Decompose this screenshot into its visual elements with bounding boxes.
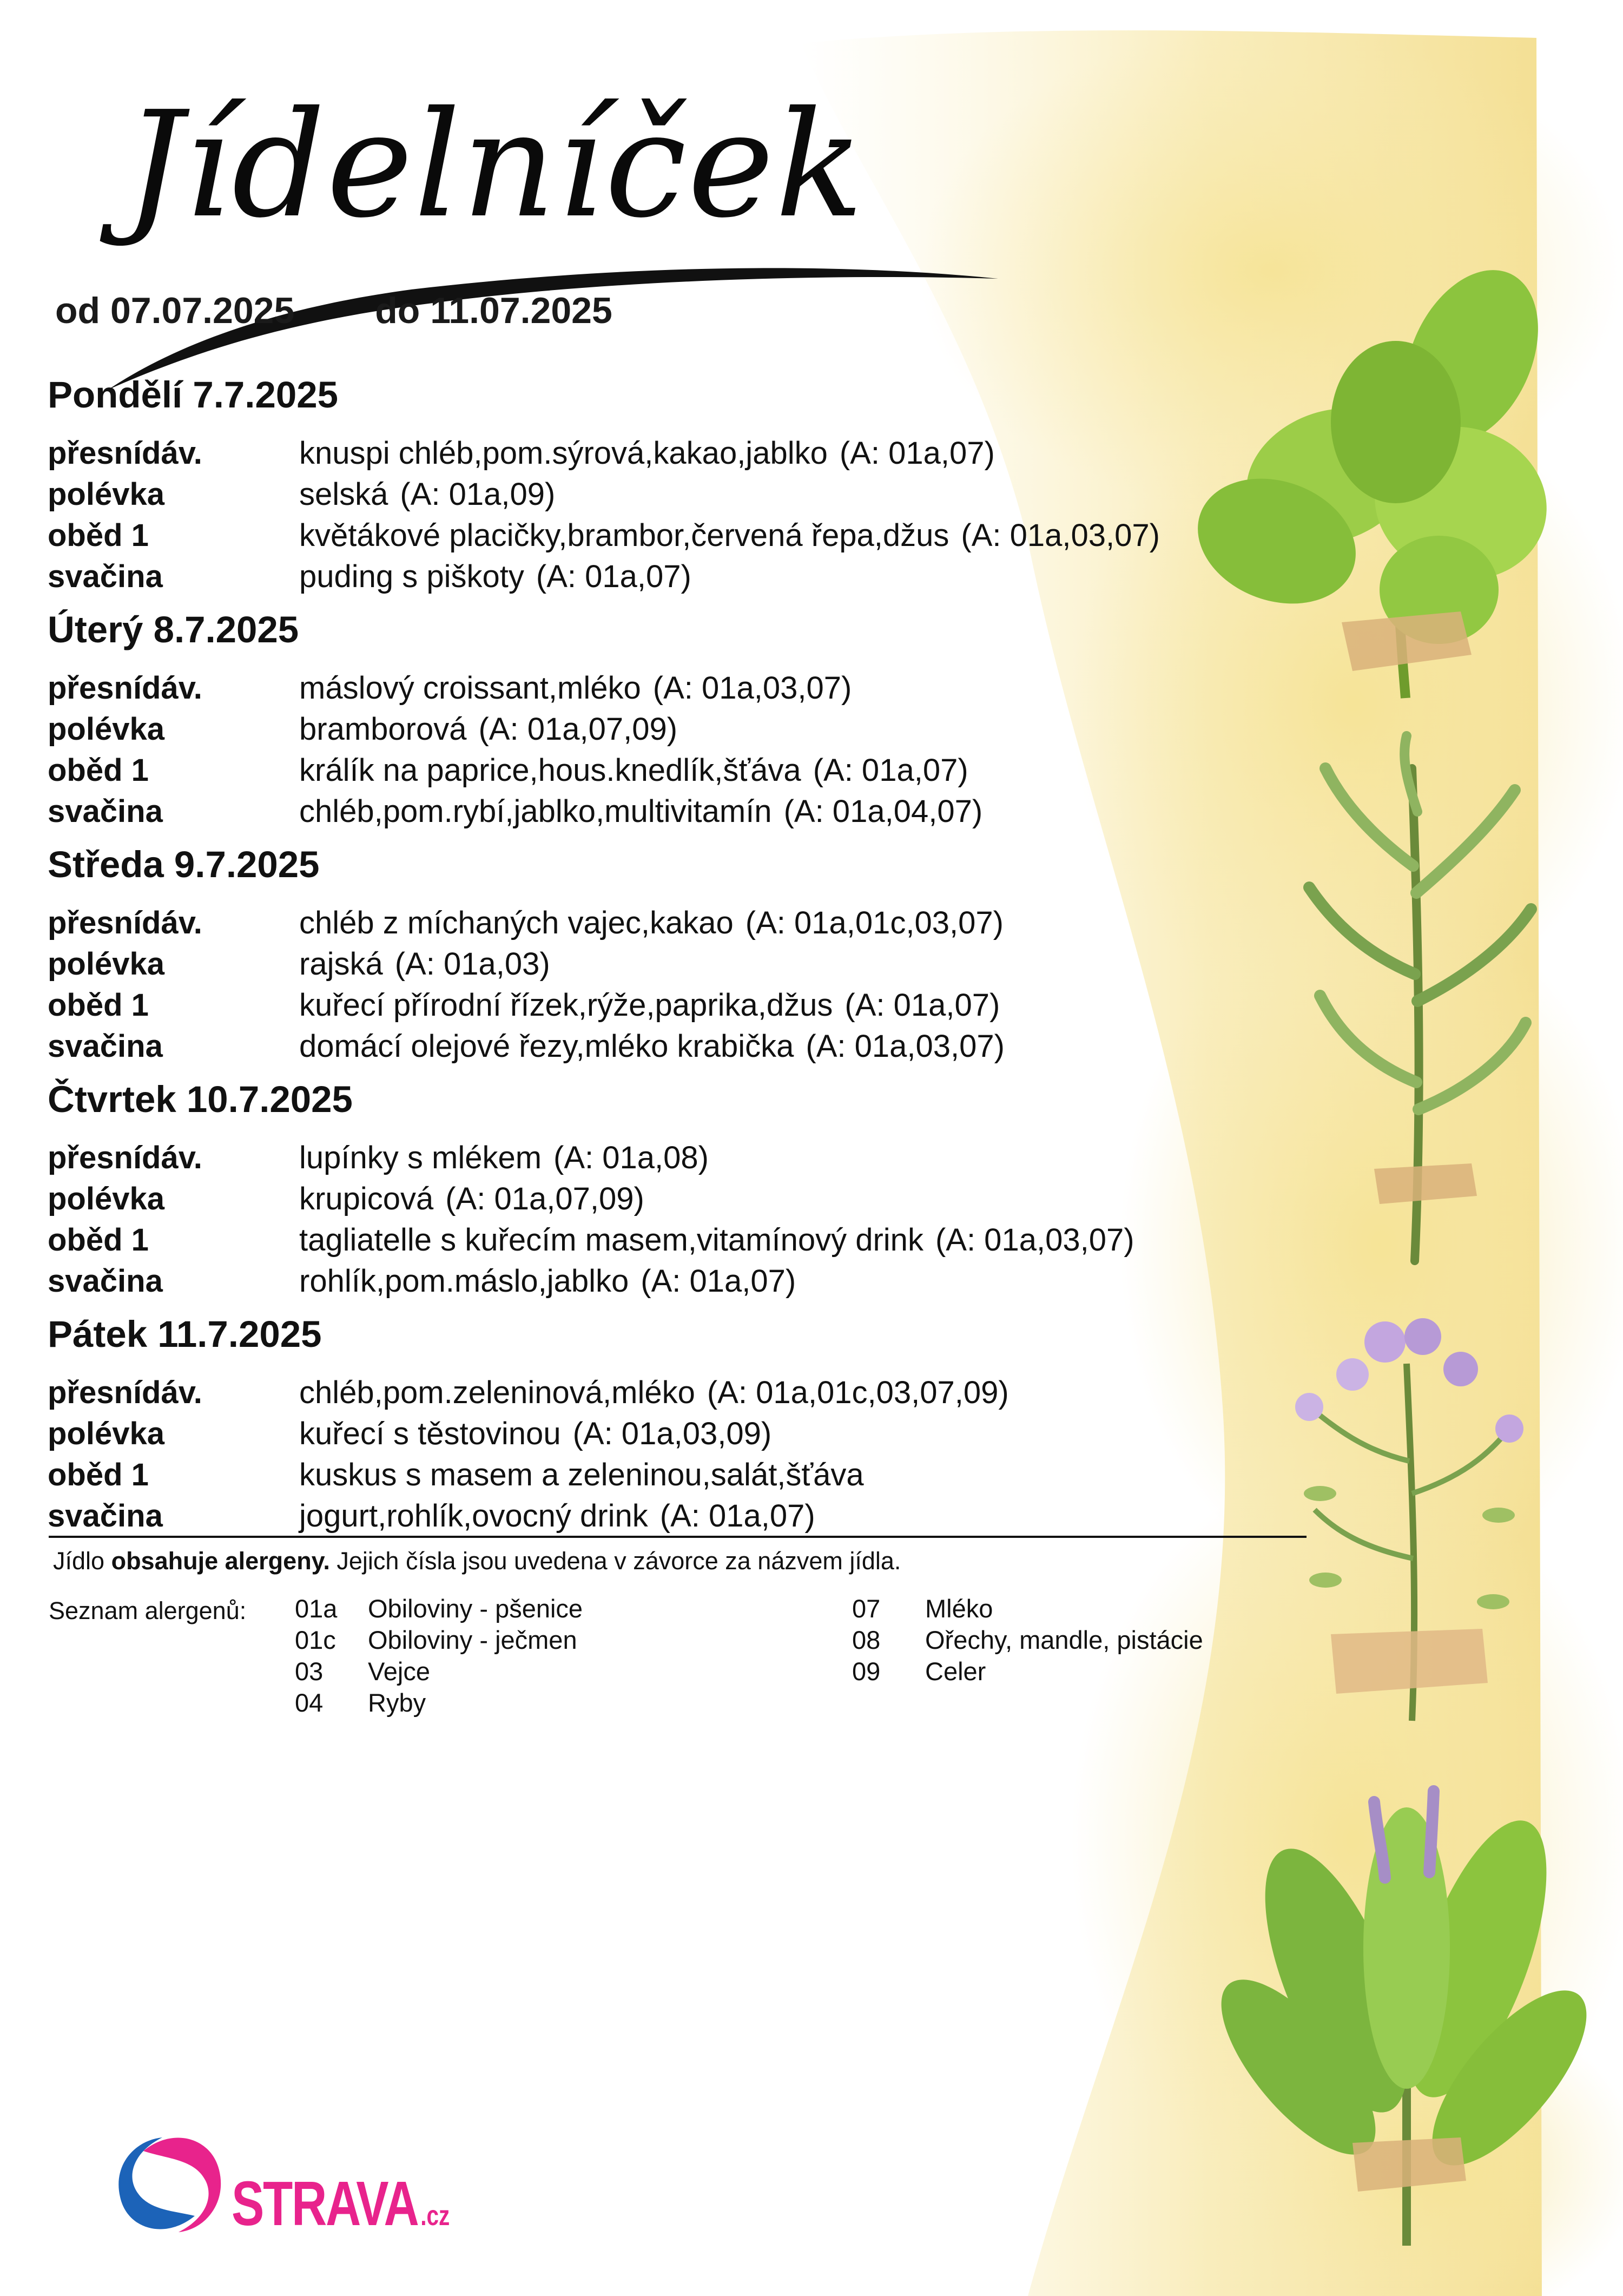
meal-row [48, 668, 1319, 709]
meal-row [48, 1496, 1319, 1537]
meal-dish [299, 712, 677, 747]
meal-row [48, 515, 1319, 556]
meal-row [48, 750, 1319, 791]
dish-allergens: (A: 01a,07,09) [478, 712, 678, 747]
dish-allergens: (A: 01a,03,07) [961, 518, 1160, 553]
divider [49, 1536, 1307, 1538]
allergen-item [295, 1593, 583, 1624]
dish-name: králík na paprice,hous.knedlík,šťáva [299, 753, 801, 788]
allergen-name: Obiloviny - pšenice [368, 1594, 583, 1623]
meal-label: přesnídáv. [48, 670, 202, 706]
dish-allergens: (A: 01a,03,07) [935, 1222, 1134, 1258]
dish-name: domácí olejové řezy,mléko krabička [299, 1029, 794, 1064]
dish-allergens: (A: 01a,03,07) [652, 670, 852, 706]
day-section [48, 608, 1319, 843]
dish-allergens: (A: 01a,07) [813, 753, 968, 788]
meal-dish [299, 988, 1000, 1023]
allergen-item [852, 1593, 1203, 1624]
dish-name: selská [299, 477, 388, 512]
allergen-code: 01c [295, 1626, 336, 1654]
dish-allergens: (A: 01a,03,07) [806, 1029, 1005, 1064]
dish-allergens: (A: 01a,04,07) [783, 794, 983, 829]
dish-name: máslový croissant,mléko [299, 670, 641, 706]
allergen-name: Ořechy, mandle, pistácie [925, 1626, 1203, 1654]
dish-name: lupínky s mlékem [299, 1140, 542, 1175]
meal-label: oběd 1 [48, 753, 149, 788]
dish-name: chléb z míchaných vajec,kakao [299, 905, 734, 940]
dish-name: kuřecí s těstovinou [299, 1416, 561, 1451]
meal-dish [299, 518, 1160, 553]
meal-row [48, 1261, 1319, 1302]
meal-dish [299, 1416, 771, 1451]
meal-dish [299, 477, 555, 512]
dish-allergens: (A: 01a,09) [400, 477, 556, 512]
meal-label: polévka [48, 712, 164, 747]
allergen-note-strong: obsahuje alergeny. [111, 1547, 330, 1575]
dish-name: kuskus s masem a zeleninou,salát,šťáva [299, 1457, 864, 1492]
allergen-name: Vejce [368, 1657, 430, 1686]
dish-allergens: (A: 01a,01c,03,07,09) [707, 1375, 1009, 1410]
meal-row [48, 944, 1319, 985]
meal-dish [299, 905, 1004, 940]
meal-row [48, 556, 1319, 597]
meal-row [48, 709, 1319, 750]
allergen-code: 01a [295, 1594, 338, 1623]
allergen-note-prefix: Jídlo [53, 1547, 105, 1575]
meal-row [48, 1455, 1319, 1496]
meal-row [48, 1413, 1319, 1455]
meal-label: oběd 1 [48, 518, 149, 553]
dish-allergens: (A: 01a,07) [659, 1498, 815, 1534]
day-section [48, 373, 1319, 608]
meal-dish [299, 1457, 876, 1492]
logo-name: STRAVA [232, 2168, 418, 2239]
allergen-list-column [295, 1593, 583, 1719]
meal-row [48, 1137, 1319, 1179]
dish-name: knuspi chléb,pom.sýrová,kakao,jablko [299, 436, 828, 471]
meal-row [48, 1026, 1319, 1067]
dish-allergens: (A: 01a,07) [641, 1264, 796, 1299]
allergen-item [852, 1656, 1203, 1687]
day-heading: Středa 9.7.2025 [48, 844, 320, 885]
meal-row [48, 1179, 1319, 1220]
dish-allergens: (A: 01a,08) [553, 1140, 709, 1175]
meal-label: přesnídáv. [48, 436, 202, 471]
allergen-code: 03 [295, 1657, 324, 1686]
day-heading: Úterý 8.7.2025 [48, 609, 299, 650]
meal-row [48, 433, 1319, 474]
dish-allergens: (A: 01a,07,09) [445, 1181, 644, 1216]
dish-allergens: (A: 01a,07) [839, 436, 995, 471]
meal-label: přesnídáv. [48, 905, 202, 940]
meal-label: polévka [48, 477, 164, 512]
meal-row [48, 1372, 1319, 1413]
menu-title: Jídelníček [124, 80, 865, 250]
allergen-list-label: Seznam alergenů: [49, 1597, 247, 1624]
allergen-note [53, 1545, 901, 1577]
from-date: 07.07.2025 [110, 290, 295, 331]
dish-name: chléb,pom.rybí,jablko,multivitamín [299, 794, 772, 829]
meal-label: přesnídáv. [48, 1375, 202, 1410]
from-label: od [55, 290, 101, 331]
day-heading: Pátek 11.7.2025 [48, 1313, 322, 1355]
dish-allergens: (A: 01a,03) [394, 946, 550, 982]
meal-dish [299, 946, 550, 982]
day-heading: Čtvrtek 10.7.2025 [48, 1078, 353, 1120]
meal-label: svačina [48, 1498, 163, 1534]
day-section [48, 1313, 1319, 1548]
meal-row [48, 791, 1319, 832]
strava-logo-icon [118, 2132, 222, 2235]
meal-dish [299, 794, 982, 829]
dish-name: kuřecí přírodní řízek,rýže,paprika,džus [299, 988, 833, 1023]
meal-label: svačina [48, 1264, 163, 1299]
allergen-name: Ryby [368, 1688, 426, 1717]
meal-dish [299, 753, 968, 788]
allergen-item [295, 1687, 583, 1719]
meal-label: oběd 1 [48, 1457, 149, 1492]
to-date: 11.07.2025 [430, 290, 612, 331]
meal-row [48, 474, 1319, 515]
day-section [48, 1078, 1319, 1313]
dish-name: tagliatelle s kuřecím masem,vitamínový drink [299, 1222, 923, 1258]
meal-label: oběd 1 [48, 988, 149, 1023]
allergen-code: 08 [852, 1626, 881, 1654]
meal-label: svačina [48, 559, 163, 594]
day-section [48, 843, 1319, 1078]
allergen-item [852, 1624, 1203, 1656]
weekly-menu [48, 373, 1319, 1548]
meal-dish [299, 436, 995, 471]
dish-allergens: (A: 01a,07) [536, 559, 691, 594]
allergen-name: Celer [925, 1657, 986, 1686]
meal-label: svačina [48, 1029, 163, 1064]
strava-logo-text [232, 2167, 450, 2240]
dish-name: rohlík,pom.máslo,jablko [299, 1264, 629, 1299]
meal-dish [299, 1264, 796, 1299]
dish-name: chléb,pom.zeleninová,mléko [299, 1375, 695, 1410]
dish-name: jogurt,rohlík,ovocný drink [299, 1498, 648, 1534]
dish-name: krupicová [299, 1181, 434, 1216]
meal-row [48, 1220, 1319, 1261]
meal-dish [299, 1140, 709, 1175]
meal-row [48, 985, 1319, 1026]
allergen-item [295, 1624, 583, 1656]
allergen-note-suffix: Jejich čísla jsou uvedena v závorce za názvem jídla. [337, 1547, 901, 1575]
dish-name: bramborová [299, 712, 467, 747]
meal-label: polévka [48, 946, 164, 982]
logo-tld: .cz [420, 2200, 450, 2232]
day-heading: Pondělí 7.7.2025 [48, 374, 338, 416]
to-label: do [375, 290, 420, 331]
meal-dish [299, 1029, 1005, 1064]
allergen-code: 07 [852, 1594, 881, 1623]
allergen-code: 09 [852, 1657, 881, 1686]
allergen-name: Mléko [925, 1594, 993, 1623]
dish-allergens: (A: 01a,01c,03,07) [745, 905, 1004, 940]
meal-label: svačina [48, 794, 163, 829]
meal-dish [299, 1222, 1134, 1258]
meal-label: přesnídáv. [48, 1140, 202, 1175]
dish-name: rajská [299, 946, 383, 982]
dish-name: puding s piškoty [299, 559, 524, 594]
meal-dish [299, 1498, 815, 1534]
date-range [55, 290, 612, 332]
allergen-item [295, 1656, 583, 1687]
dish-allergens: (A: 01a,07) [845, 988, 1000, 1023]
allergen-list-column [852, 1593, 1203, 1687]
meal-dish [299, 1181, 644, 1216]
meal-dish [299, 670, 852, 706]
meal-label: oběd 1 [48, 1222, 149, 1258]
meal-dish [299, 559, 691, 594]
dish-name: květákové placičky,brambor,červená řepa,džus [299, 518, 949, 553]
meal-row [48, 903, 1319, 944]
allergen-name: Obiloviny - ječmen [368, 1626, 577, 1654]
meal-dish [299, 1375, 1009, 1410]
meal-label: polévka [48, 1416, 164, 1451]
allergen-code: 04 [295, 1688, 324, 1717]
meal-label: polévka [48, 1181, 164, 1216]
dish-allergens: (A: 01a,03,09) [572, 1416, 772, 1451]
